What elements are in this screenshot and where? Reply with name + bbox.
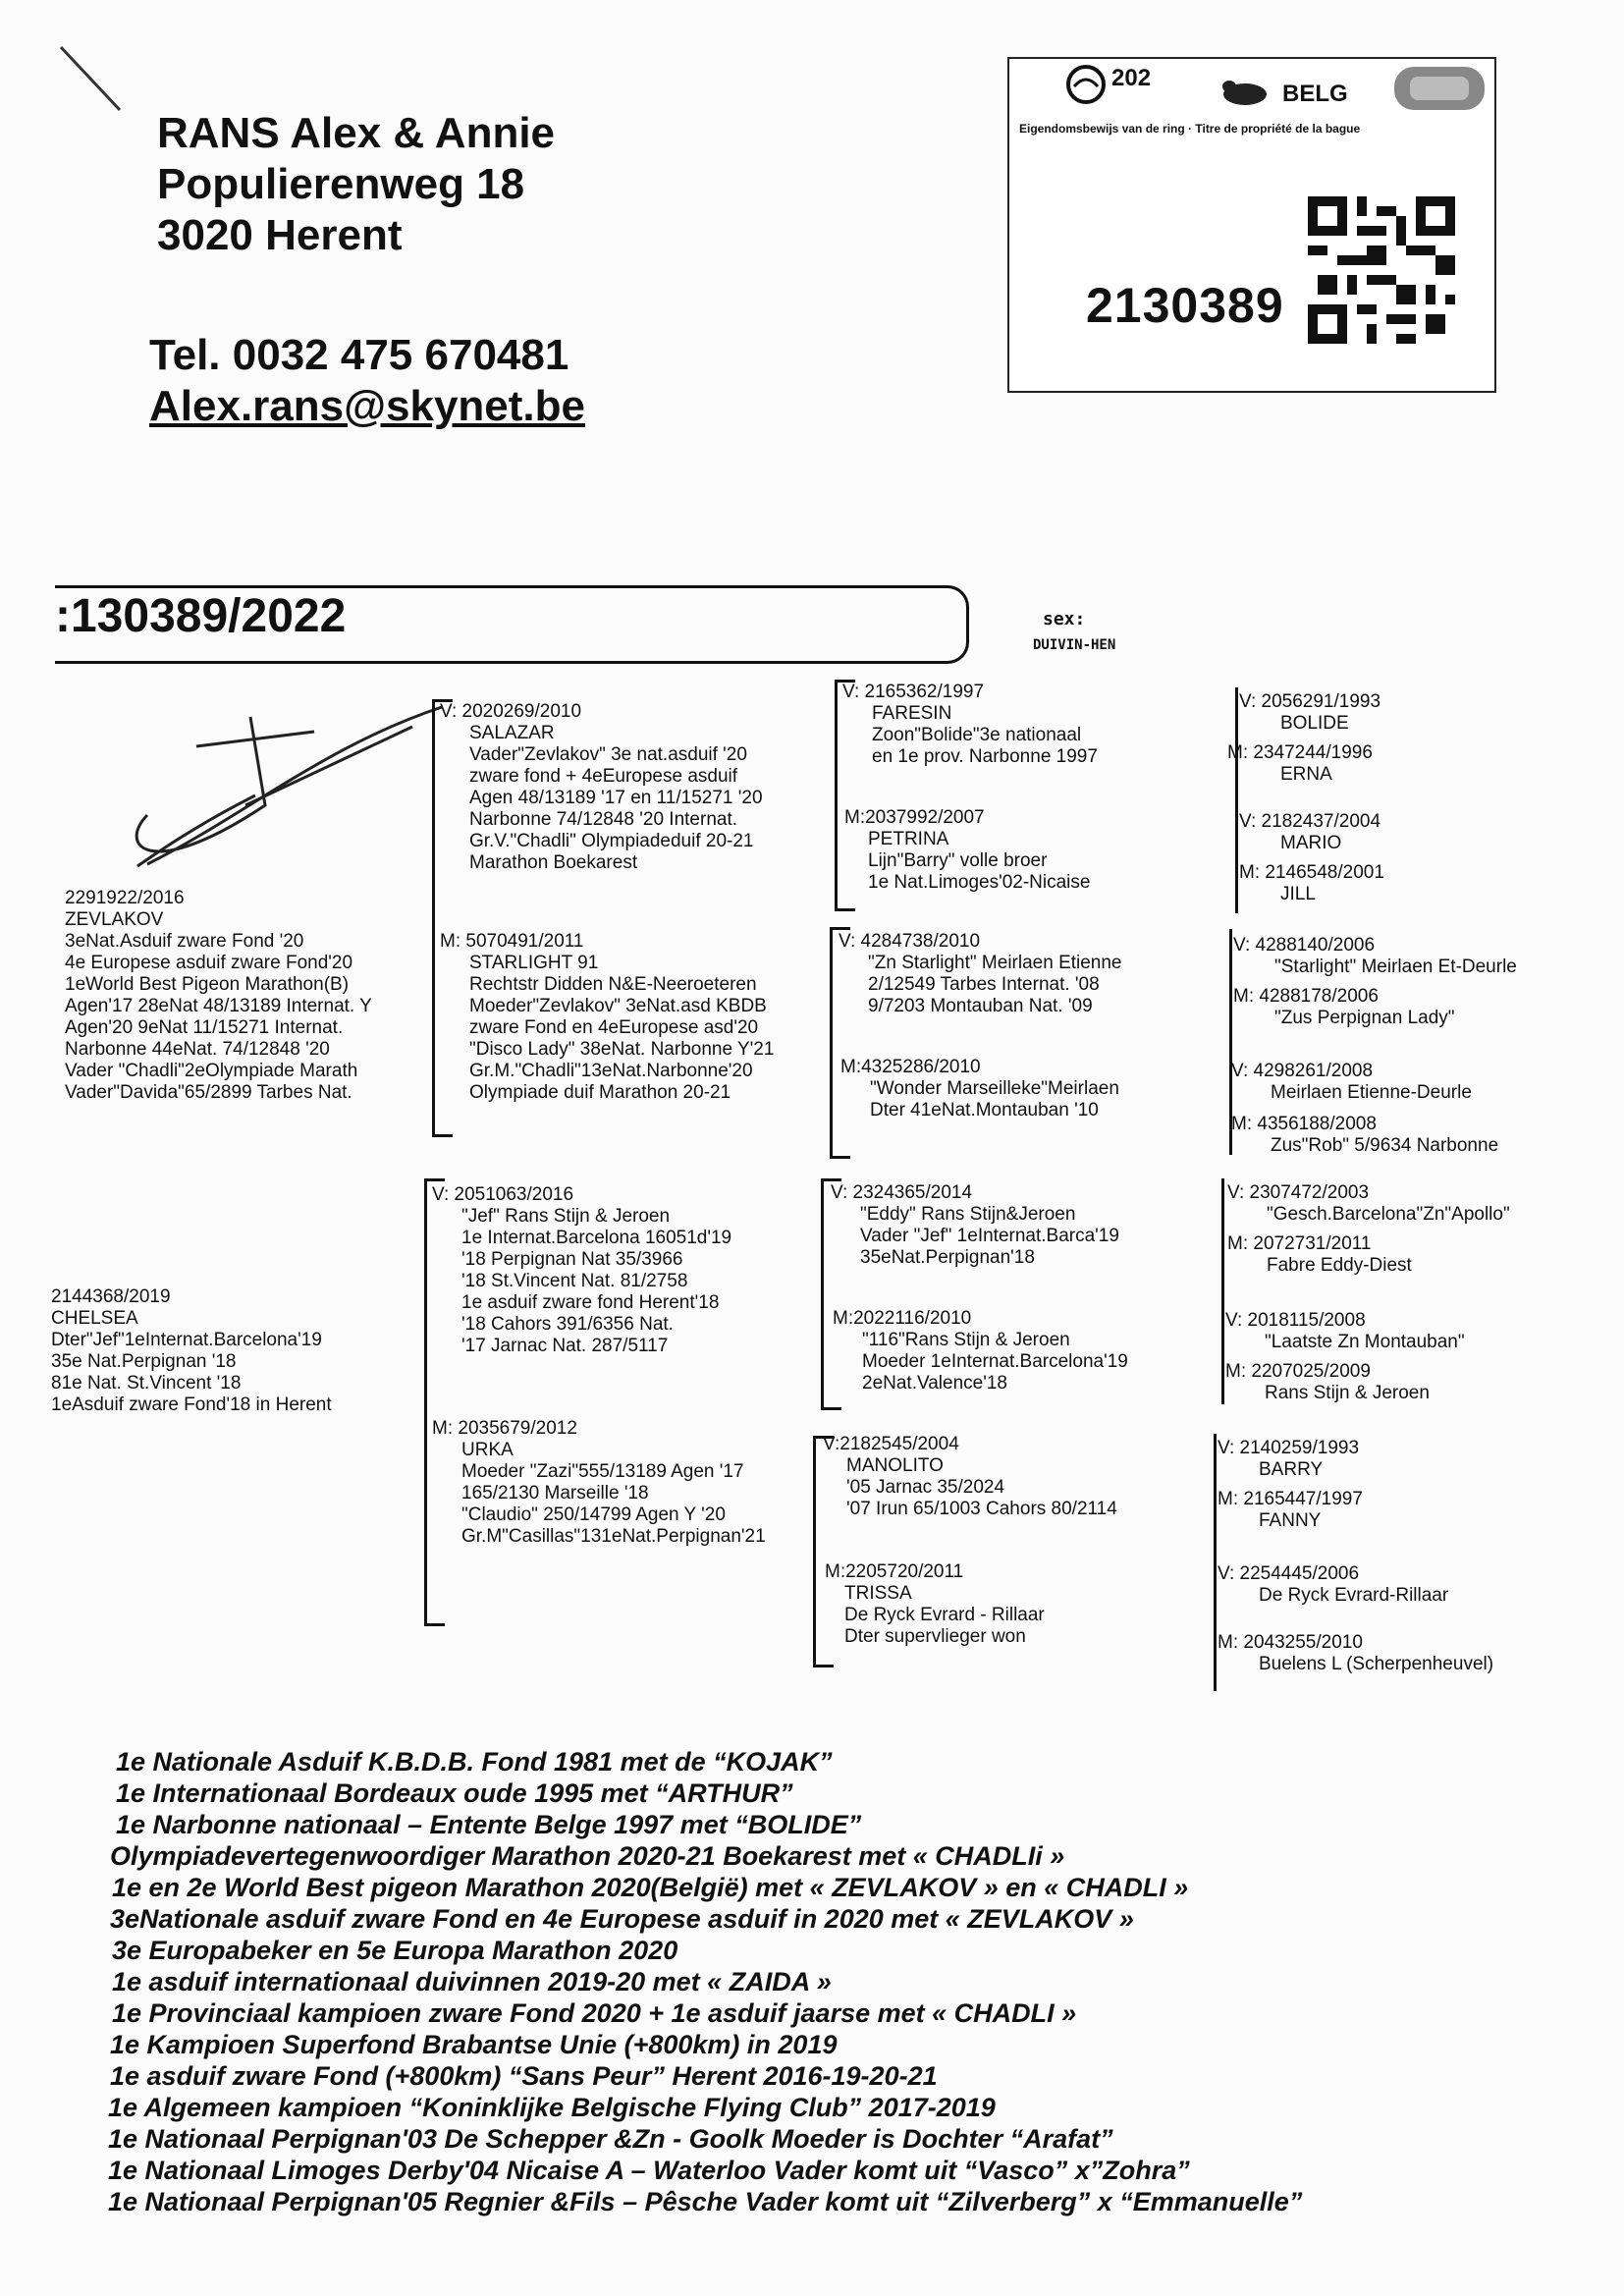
ped-line: V:2182545/2004 (823, 1434, 959, 1454)
sex-block (1033, 607, 1115, 658)
ped-line: Gr.M."Chadli"13eNat.Narbonne'20 (469, 1061, 753, 1081)
ped-line: JILL (1280, 884, 1316, 904)
ped-line: M:2022116/2010 (833, 1308, 972, 1329)
pigeon-icon (1216, 73, 1274, 112)
ped-line: Vader "Chadli"2eOlympiade Marath (65, 1061, 358, 1081)
ped-line: Moeder "Zazi"555/13189 Agen '17 (461, 1461, 744, 1482)
signature (136, 707, 442, 864)
gen4-7 (1231, 1061, 1472, 1104)
pigeon-ring-number: :130389/2022 (55, 590, 347, 642)
ped-line: 3eNat.Asduif zware Fond '20 (65, 931, 304, 952)
gen3-2 (844, 807, 1090, 894)
owner-block (157, 108, 555, 261)
ped-line: Gr.V."Chadli" Olympiadeduif 20-21 (469, 831, 754, 851)
achievement-item: 1e Kampioen Superfond Brabantse Unie (+800km) in 2019 (110, 2030, 838, 2059)
ped-line: "Wonder Marseilleke"Meirlaen (870, 1078, 1119, 1099)
ped-line: FANNY (1259, 1510, 1322, 1531)
ped-line: M:2037992/2007 (844, 807, 985, 828)
ped-line: M: 2347244/1996 (1227, 742, 1373, 763)
gen4-3 (1239, 811, 1380, 854)
card-country: BELG (1282, 81, 1348, 107)
ring-ownership-card (1007, 57, 1496, 393)
gen3-5 (831, 1182, 1119, 1269)
ped-line: Vader"Zevlakov" 3e nat.asduif '20 (469, 744, 747, 765)
gen3-7 (823, 1434, 1117, 1520)
ped-line: "Starlight" Meirlaen Et-Deurle (1274, 957, 1517, 977)
ped-line: Moeder 1eInternat.Barcelona'19 (862, 1351, 1128, 1372)
ped-line: BOLIDE (1280, 713, 1349, 734)
ped-line: M: 2035679/2012 (432, 1418, 577, 1439)
owner-street: Populierenweg 18 (157, 160, 525, 208)
ped-line: PETRINA (868, 829, 949, 849)
ped-line: '17 Jarnac Nat. 287/5117 (461, 1336, 669, 1356)
ped-line: MANOLITO (846, 1455, 944, 1476)
ped-line: Dter 41eNat.Montauban '10 (870, 1100, 1099, 1121)
ped-line: "Zus Perpignan Lady" (1274, 1008, 1455, 1028)
ped-line: 1e asduif zware fond Herent'18 (461, 1292, 720, 1313)
ped-line: STARLIGHT 91 (469, 953, 599, 973)
ped-line: ZEVLAKOV (65, 909, 164, 930)
gen3-4 (840, 1057, 1119, 1121)
achievement-item: 1e Nationale Asduif K.B.D.B. Fond 1981 met de “KOJAK” (116, 1747, 833, 1777)
ped-line: V: 2182437/2004 (1239, 811, 1381, 832)
ped-line: "Claudio" 250/14799 Agen Y '20 (461, 1504, 726, 1525)
ped-line: TRISSA (844, 1583, 912, 1604)
ped-line: V: 2307472/2003 (1227, 1182, 1370, 1203)
ped-line: Rans Stijn & Jeroen (1265, 1383, 1430, 1403)
line-gen4-a (1235, 687, 1238, 913)
gen4-10 (1227, 1233, 1412, 1277)
ped-line: Agen'17 28eNat 48/13189 Internat. Y (65, 996, 372, 1016)
achievement-item: 1e Provinciaal kampioen zware Fond 2020 + 1e asduif jaarse met « CHADLI » (112, 1998, 1077, 2028)
owner-email: Alex.rans@skynet.be (149, 382, 585, 430)
achievement-item: 1e en 2e World Best pigeon Marathon 2020(België) met « ZEVLAKOV » en « CHADLI » (112, 1873, 1189, 1902)
ped-line: M: 2165447/1997 (1218, 1489, 1363, 1509)
line-gen4-d (1214, 1434, 1217, 1691)
ped-line: Olympiade duif Marathon 20-21 (469, 1082, 731, 1103)
achievement-item: 3e Europabeker en 5e Europa Marathon 2020 (112, 1936, 678, 1965)
ped-line: FARESIN (872, 703, 952, 724)
achievement-item: 1e asduif zware Fond (+800km) “Sans Peur” Herent 2016-19-20-21 (110, 2061, 938, 2091)
card-subtitle: Eigendomsbewijs van de ring · Titre de propriété de la bague (1019, 122, 1361, 136)
gen4-13 (1218, 1438, 1359, 1481)
owner-name: RANS Alex & Annie (157, 109, 556, 157)
ped-line: '18 St.Vincent Nat. 81/2758 (461, 1271, 688, 1291)
ped-line: Fabre Eddy-Diest (1267, 1255, 1412, 1276)
ped-line: 81e Nat. St.Vincent '18 (51, 1373, 242, 1394)
ped-line: Narbonne 44eNat. 74/12848 '20 (65, 1039, 330, 1060)
achievement-item: 1e Nationaal Perpignan'03 De Schepper &Zn - Goolk Moeder is Dochter “Arafat” (108, 2124, 1113, 2154)
ped-line: Vader"Davida"65/2899 Tarbes Nat. (65, 1082, 352, 1103)
ped-line: Narbonne 74/12848 '20 Internat. (469, 809, 738, 830)
ped-line: M: 2207025/2009 (1225, 1361, 1371, 1382)
achievements-list (108, 1746, 1303, 2217)
corner-mark (61, 47, 120, 110)
gen2-father-2 (432, 1184, 731, 1357)
ped-line: 35e Nat.Perpignan '18 (51, 1351, 237, 1372)
subject-father (65, 888, 372, 1104)
ped-line: Buelens L (Scherpenheuvel) (1259, 1654, 1494, 1674)
ped-line: en 1e prov. Narbonne 1997 (872, 746, 1098, 767)
ped-line: Rechtstr Didden N&E-Neeroeteren (469, 974, 757, 995)
ped-line: 1eAsduif zware Fond'18 in Herent (51, 1394, 332, 1415)
gen2-father-1 (440, 701, 763, 874)
ped-line: '18 Perpignan Nat 35/3966 (461, 1249, 683, 1270)
ped-line: Gr.M"Casillas"131eNat.Perpignan'21 (461, 1526, 766, 1547)
ped-line: 35eNat.Perpignan'18 (860, 1247, 1035, 1268)
ped-line: Agen 48/13189 '17 en 11/15271 '20 (469, 788, 763, 808)
gen4-15 (1218, 1563, 1448, 1607)
ped-line: Lijn"Barry" volle broer (868, 850, 1048, 871)
ped-line: URKA (461, 1440, 514, 1460)
ped-line: Agen'20 9eNat 11/15271 Internat. (65, 1017, 344, 1038)
ped-line: ERNA (1280, 764, 1332, 785)
gen4-5 (1233, 935, 1517, 978)
ped-line: V: 2140259/1993 (1218, 1438, 1360, 1458)
ped-line: V: 2056291/1993 (1239, 691, 1381, 712)
subject-mother (51, 1286, 332, 1416)
ped-line: M:4325286/2010 (840, 1057, 981, 1077)
ped-line: "Zn Starlight" Meirlaen Etienne (868, 953, 1122, 973)
ped-line: 2144368/2019 (51, 1286, 171, 1307)
ped-line: "Eddy" Rans Stijn&Jeroen (860, 1204, 1076, 1225)
achievement-item: 1e Nationaal Perpignan'05 Regnier &Fils – Pêsche Vader komt uit “Zilverberg” x “Emmanuelle” (108, 2187, 1303, 2216)
ped-line: "Jef" Rans Stijn & Jeroen (461, 1206, 671, 1227)
gen2-mother-2 (432, 1418, 766, 1548)
achievement-item: 1e Algemeen kampioen “Koninklijke Belgische Flying Club” 2017-2019 (108, 2093, 996, 2122)
ped-line: 4e Europese asduif zware Fond'20 (65, 953, 353, 973)
ped-line: 2eNat.Valence'18 (862, 1373, 1007, 1394)
ped-line: 165/2130 Marseille '18 (461, 1483, 649, 1503)
ped-line: 2/12549 Tarbes Internat. '08 (868, 974, 1100, 995)
ped-line: "116"Rans Stijn & Jeroen (862, 1330, 1070, 1350)
line-gen4-c (1221, 1178, 1224, 1404)
ped-line: CHELSEA (51, 1308, 138, 1329)
gen4-6 (1233, 986, 1455, 1029)
ped-line: Zus"Rob" 5/9634 Narbonne (1271, 1135, 1499, 1156)
gen4-2 (1227, 742, 1373, 786)
ped-line: Vader "Jef" 1eInternat.Barca'19 (860, 1226, 1119, 1246)
ped-line: V: 2324365/2014 (831, 1182, 973, 1203)
gen4-8 (1231, 1114, 1498, 1157)
gen3-8 (825, 1561, 1045, 1648)
achievement-item: 1e Narbonne nationaal – Entente Belge 1997 met “BOLIDE” (116, 1810, 862, 1839)
sex-value: DUIVIN-HEN (1033, 637, 1116, 653)
gen4-9 (1227, 1182, 1510, 1226)
gen2-mother-1 (440, 931, 774, 1104)
ped-line: M: 2146548/2001 (1239, 862, 1384, 883)
ped-line: 1e Nat.Limoges'02-Nicaise (868, 872, 1091, 893)
ped-line: zware Fond en 4eEuropese asd'20 (469, 1017, 759, 1038)
ped-line: V: 2020269/2010 (440, 701, 582, 722)
ped-line: Marathon Boekarest (469, 852, 638, 873)
achievement-item: 3eNationale asduif zware Fond en 4e Europese asduif in 2020 met « ZEVLAKOV » (110, 1904, 1134, 1934)
gen3-1 (842, 682, 1098, 768)
achievement-item: 1e Nationaal Limoges Derby'04 Nicaise A – Waterloo Vader komt uit “Vasco” x”Zohra” (108, 2156, 1190, 2185)
gen4-16 (1218, 1632, 1493, 1675)
owner-city: 3020 Herent (157, 211, 403, 259)
ped-line: '07 Irun 65/1003 Cahors 80/2114 (846, 1499, 1117, 1519)
ped-line: "Laatste Zn Montauban" (1265, 1332, 1465, 1352)
gen4-1 (1239, 691, 1380, 735)
ped-line: M: 4356188/2008 (1231, 1114, 1377, 1134)
signature-tail (137, 795, 255, 866)
ped-line: V: 2254445/2006 (1218, 1563, 1360, 1584)
ped-line: "Gesch.Barcelona"Zn"Apollo" (1267, 1204, 1510, 1225)
ped-line: M:2205720/2011 (825, 1561, 964, 1582)
card-year: 202 (1111, 65, 1152, 91)
card-ring-number: 2130389 (1086, 278, 1284, 333)
ped-line: 1eWorld Best Pigeon Marathon(B) (65, 974, 350, 995)
gen3-6 (833, 1308, 1128, 1394)
ped-line: Zoon"Bolide"3e nationaal (872, 725, 1082, 745)
ped-line: Meirlaen Etienne-Deurle (1271, 1082, 1472, 1103)
ped-line: V: 4288140/2006 (1233, 935, 1376, 956)
ped-line: BARRY (1259, 1459, 1324, 1480)
ped-line: M: 4288178/2006 (1233, 986, 1379, 1007)
qr-code-icon (1308, 196, 1455, 344)
ped-line: 9/7203 Montauban Nat. '09 (868, 996, 1093, 1016)
achievement-item: Olympiadevertegenwoordiger Marathon 2020-21 Boekarest met « CHADLIi » (110, 1841, 1065, 1871)
ped-line: V: 2165362/1997 (842, 682, 985, 702)
ped-line: Moeder"Zevlakov" 3eNat.asd KBDB (469, 996, 767, 1016)
contact-block (149, 330, 585, 432)
achievement-item: 1e Internationaal Bordeaux oude 1995 met “ARTHUR” (116, 1778, 793, 1808)
ped-line: M: 2043255/2010 (1218, 1632, 1363, 1653)
gen3-3 (839, 931, 1122, 1017)
gen4-12 (1225, 1361, 1430, 1404)
ped-line: '05 Jarnac 35/2024 (846, 1477, 1005, 1498)
ped-line: MARIO (1280, 833, 1342, 853)
ped-line: De Ryck Evrard - Rillaar (844, 1605, 1045, 1625)
ped-line: "Disco Lady" 38eNat. Narbonne Y'21 (469, 1039, 775, 1060)
gen4-14 (1218, 1489, 1363, 1532)
ped-line: Dter"Jef"1eInternat.Barcelona'19 (51, 1330, 322, 1350)
ped-line: 2291922/2016 (65, 888, 185, 908)
achievement-item: 1e asduif internationaal duivinnen 2019-20 met « ZAIDA » (112, 1967, 832, 1996)
ped-line: Dter supervlieger won (844, 1626, 1026, 1647)
gen4-11 (1225, 1310, 1465, 1353)
ped-line: M: 5070491/2011 (440, 931, 584, 952)
ped-line: V: 2018115/2008 (1225, 1310, 1366, 1331)
sex-label: sex: (1043, 609, 1086, 629)
ped-line: De Ryck Evrard-Rillaar (1259, 1585, 1449, 1606)
ped-line: SALAZAR (469, 723, 555, 743)
ped-line: V: 4284738/2010 (839, 931, 981, 952)
ped-line: zware fond + 4eEuropese asduif (469, 766, 738, 787)
gen4-4 (1239, 862, 1384, 905)
ped-line: M: 2072731/2011 (1227, 1233, 1372, 1254)
ped-line: 1e Internat.Barcelona 16051d'19 (461, 1228, 732, 1248)
hologram-seal-icon (1390, 63, 1489, 114)
owner-tel: Tel. 0032 475 670481 (149, 331, 569, 379)
kbdb-logo-icon (1060, 63, 1111, 106)
ped-line: '18 Cahors 391/6356 Nat. (461, 1314, 674, 1335)
ped-line: V: 2051063/2016 (432, 1184, 574, 1205)
ped-line: V: 4298261/2008 (1231, 1061, 1374, 1081)
